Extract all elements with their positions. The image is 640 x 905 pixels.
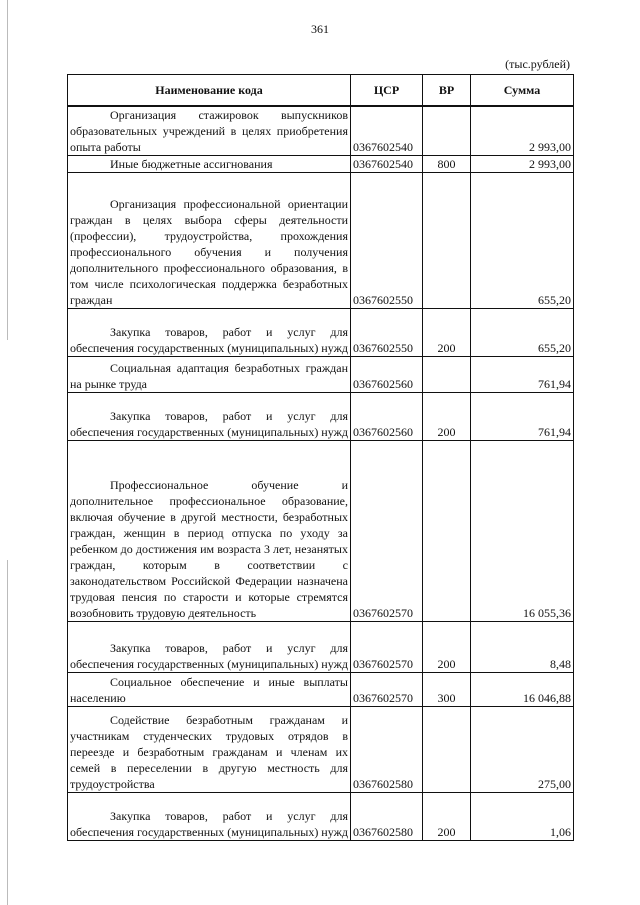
row-name: Организация профессиональной ориентации граждан в целях выбора сферы деятельности (профессии), трудоустройства, прохождения профессионального обучения и получения дополнительного профессионального образования, в том числе психологическая поддержка безработных граждан [68, 173, 351, 309]
row-sum: 655,20 [471, 309, 574, 357]
row-name: Профессиональное обучение и дополнительное профессиональное образование, включая обучение в другой местности, безработных граждан, женщин в период отпуска по уходу за ребенком до достижения им возраста 3 лет, незанятых граждан, которым в соответствии с законодательством Российской Федерации назначена трудовая пенсия по старости и которые стремятся возобновить трудовую деятельность [68, 441, 351, 622]
table-row [68, 622, 574, 673]
row-csr: 0367602560 [351, 393, 423, 441]
row-vr: 200 [423, 622, 471, 673]
row-name: Содействие безработным гражданам и участникам студенческих трудовых отрядов в переезде и безработным гражданам и членам их семей в переселении в другую местность для трудоустройства [68, 707, 351, 793]
row-name: Организация стажировок выпускников образовательных учреждений в целях приобретения опыта работы [68, 106, 351, 156]
row-sum: 761,94 [471, 393, 574, 441]
row-sum: 2 993,00 [471, 156, 574, 173]
row-csr: 0367602570 [351, 622, 423, 673]
row-name: Социальное обеспечение и иные выплаты населению [68, 673, 351, 707]
header-csr: ЦСР [351, 75, 423, 107]
row-csr: 0367602580 [351, 793, 423, 841]
row-vr [423, 173, 471, 309]
scan-edge-line [7, 0, 8, 340]
row-csr: 0367602540 [351, 106, 423, 156]
row-csr: 0367602570 [351, 673, 423, 707]
row-sum: 8,48 [471, 622, 574, 673]
row-csr: 0367602550 [351, 309, 423, 357]
row-csr: 0367602550 [351, 173, 423, 309]
table-row [68, 156, 574, 173]
row-name: Иные бюджетные ассигнования [68, 156, 351, 173]
units-label: (тыс.рублей) [505, 57, 570, 71]
row-name: Социальная адаптация безработных граждан на рынке труда [68, 357, 351, 393]
row-sum: 1,06 [471, 793, 574, 841]
row-name: Закупка товаров, работ и услуг для обеспечения государственных (муниципальных) нужд [68, 393, 351, 441]
page-number: 361 [311, 22, 329, 36]
row-vr: 200 [423, 393, 471, 441]
table-row [68, 173, 574, 309]
row-sum: 16 055,36 [471, 441, 574, 622]
table-row [68, 441, 574, 622]
row-name: Закупка товаров, работ и услуг для обеспечения государственных (муниципальных) нужд [68, 622, 351, 673]
row-csr: 0367602570 [351, 441, 423, 622]
row-vr: 300 [423, 673, 471, 707]
row-name: Закупка товаров, работ и услуг для обеспечения государственных (муниципальных) нужд [68, 309, 351, 357]
row-vr: 200 [423, 793, 471, 841]
header-sum: Сумма [471, 75, 574, 107]
table-row [68, 309, 574, 357]
table-header-row [68, 75, 574, 107]
budget-table [67, 74, 574, 841]
scan-edge-line [7, 560, 8, 905]
table-row [68, 707, 574, 793]
row-sum: 761,94 [471, 357, 574, 393]
row-sum: 2 993,00 [471, 106, 574, 156]
row-csr: 0367602560 [351, 357, 423, 393]
row-sum: 16 046,88 [471, 673, 574, 707]
row-sum: 275,00 [471, 707, 574, 793]
table-row [68, 673, 574, 707]
row-name: Закупка товаров, работ и услуг для обеспечения государственных (муниципальных) нужд [68, 793, 351, 841]
row-vr: 200 [423, 309, 471, 357]
row-vr [423, 106, 471, 156]
table-row [68, 393, 574, 441]
header-vr: ВР [423, 75, 471, 107]
row-vr [423, 441, 471, 622]
row-csr: 0367602540 [351, 156, 423, 173]
row-sum: 655,20 [471, 173, 574, 309]
table-row [68, 106, 574, 156]
row-csr: 0367602580 [351, 707, 423, 793]
row-vr [423, 707, 471, 793]
table-row [68, 357, 574, 393]
header-name: Наименование кода [68, 75, 351, 107]
row-vr [423, 357, 471, 393]
table-row [68, 793, 574, 841]
row-vr: 800 [423, 156, 471, 173]
